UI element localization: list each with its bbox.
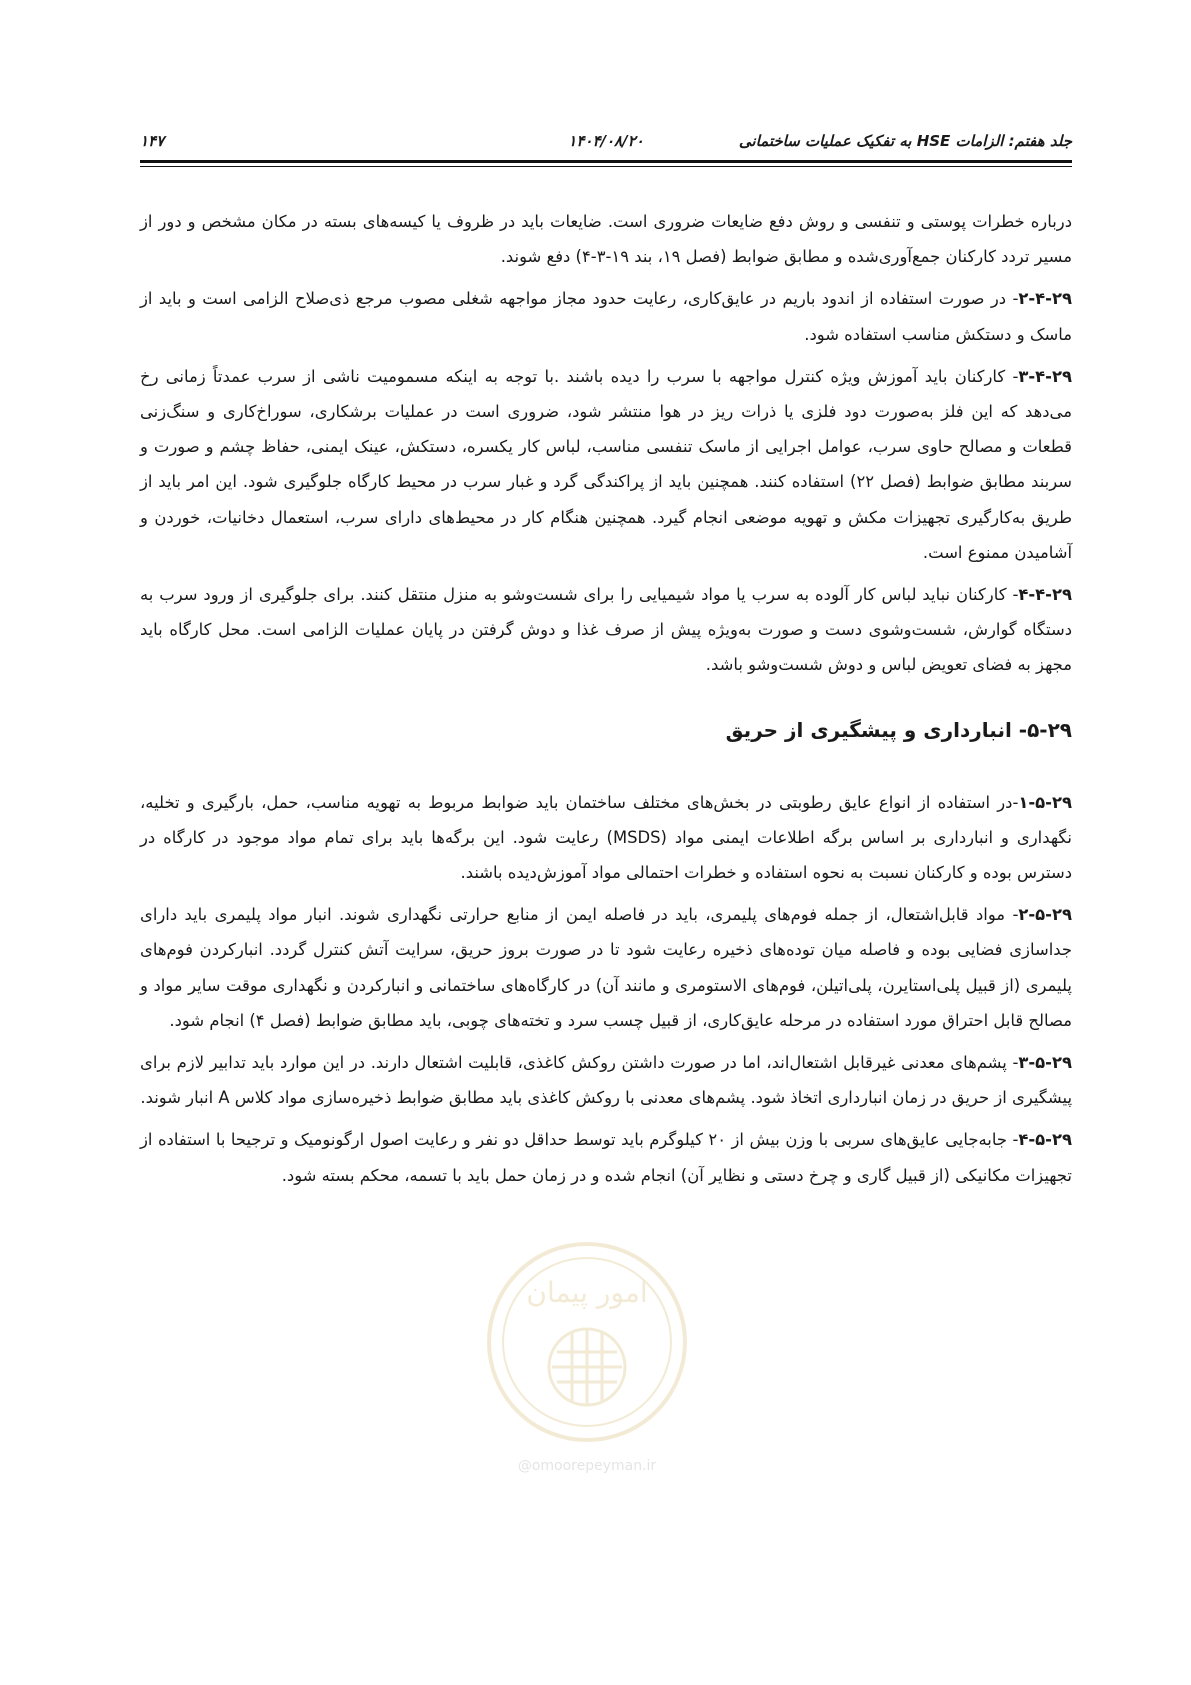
page-header bbox=[140, 128, 1072, 154]
header-title: جلد هفتم: الزامات HSE به تفکیک عملیات ساختمانی bbox=[738, 132, 1072, 150]
paragraph bbox=[140, 204, 1072, 274]
paragraph-text: - کارکنان باید آموزش ویژه کنترل مواجهه با سرب را دیده باشند .با توجه به اینکه مسمومیت ناشی از سرب عمدتاً زمانی رخ می‌دهد که این فلز به‌صورت دود فلزی یا ذرات ریز در هوا منتشر شود، ضروری است در عملیات برشکاری، سوراخ‌کاری و سنگ‌زنی قطعات و مصالح حاوی سرب، عوامل اجرایی از ماسک تنفسی مناسب، لباس کار یکسره، دستکش، عینک ایمنی، حفاظ چشم و صورت و سربند مطابق ضوابط (فصل ۲۲) استفاده کنند. همچنین باید از پراکندگی گرد و غبار سرب در محیط کارگاه جلوگیری شود. این امر باید از طریق به‌کارگیری تجهیزات مکش و تهویه موضعی انجام گیرد. همچنین هنگام کار در محیط‌های دارای سرب، استعمال دخانیات، خوردن و آشامیدن ممنوع است. bbox=[140, 366, 1072, 562]
paragraph bbox=[140, 785, 1072, 891]
header-rule-thick bbox=[140, 160, 1072, 163]
document-body bbox=[140, 204, 1072, 1200]
clause-number: ۳-۵-۲۹ bbox=[1018, 1053, 1072, 1073]
gear-logo-icon bbox=[482, 1232, 692, 1452]
clause-number: ۴-۵-۲۹ bbox=[1018, 1130, 1072, 1150]
paragraph-text: درباره خطرات پوستی و تنفسی و روش دفع ضایعات ضروری است. ضایعات باید در ظروف یا کیسه‌های بسته در مکان مشخص و دور از مسیر تردد کارکنان جمع‌آوری‌شده و مطابق ضوابط (فصل ۱۹، بند ۱۹-۳-۴) دفع شوند. bbox=[140, 212, 1072, 267]
clause-number: ۳-۴-۲۹ bbox=[1018, 366, 1072, 386]
paragraph bbox=[140, 1045, 1072, 1115]
paragraph-text: - در صورت استفاده از اندود باریم در عایق‌کاری، رعایت حدود مجاز مواجهه شغلی مصوب مرجع ذی‌صلاح الزامی است و باید از ماسک و دستکش مناسب استفاده شود. bbox=[140, 289, 1072, 344]
header-date: ۱۴۰۴/۰۸/۲۰ bbox=[568, 132, 644, 150]
paragraph-text: -در استفاده از انواع عایق رطوبتی در بخش‌های مختلف ساختمان باید ضوابط مربوط به تهویه مناسب، حمل، بارگیری و تخلیه، نگهداری و انبارداری بر اساس برگه اطلاعات ایمنی مواد (MSDS) رعایت شود. این برگه‌ها باید برای تمام مواد موجود در کارگاه در دسترس بوده و کارکنان نسبت به نحوه استفاده و خطرات احتمالی مواد آموزش‌دیده باشند. bbox=[140, 792, 1072, 883]
clause-number: ۴-۴-۲۹ bbox=[1018, 585, 1072, 605]
paragraph-text: - پشم‌های معدنی غیرقابل اشتعال‌اند، اما در صورت داشتن روکش کاغذی، قابلیت اشتعال دارند. در این موارد باید تدابیر لازم برای پیشگیری از حریق در زمان انبارداری اتخاذ شود. پشم‌های معدنی با روکش کاغذی باید مطابق ضوابط ذخیره‌سازی مواد کلاس A انبار شوند. bbox=[140, 1053, 1072, 1108]
paragraph-text: - مواد قابل‌اشتعال، از جمله فوم‌های پلیمری، باید در فاصله ایمن از منابع حرارتی نگهداری شوند. انبار مواد پلیمری باید دارای جداسازی فضایی بوده و فاصله میان توده‌های ذخیره رعایت شود تا در صورت بروز حریق، سرایت آتش کنترل گردد. انبارکردن فوم‌های پلیمری (از قبیل پلی‌استایرن، پلی‌اتیلن، فوم‌های الاستومری و مانند آن) در کارگاه‌های ساختمانی و انبارکردن و نگهداری موقت سایر مواد و مصالح قابل احتراق مورد استفاده در مرحله عایق‌کاری، از قبیل چسب سرد و تخته‌های چوبی، باید مطابق ضوابط (فصل ۴) انجام شود. bbox=[140, 905, 1072, 1030]
section-heading: ۵-۲۹- انبارداری و پیشگیری از حریق bbox=[725, 717, 1072, 742]
watermark-logo bbox=[482, 1232, 692, 1487]
paragraph bbox=[140, 359, 1072, 570]
paragraph bbox=[140, 577, 1072, 683]
clause-number: ۲-۵-۲۹ bbox=[1018, 905, 1072, 925]
clause-number: ۱-۵-۲۹ bbox=[1018, 792, 1072, 812]
page-number: ۱۴۷ bbox=[140, 132, 165, 150]
paragraph bbox=[140, 1122, 1072, 1192]
watermark-logo-text: امور پیمان bbox=[526, 1276, 648, 1309]
watermark-site: @omoorepeyman.ir bbox=[517, 1458, 657, 1474]
header-rule-thin bbox=[140, 166, 1072, 167]
paragraph-text: - کارکنان نباید لباس کار آلوده به سرب یا مواد شیمیایی را برای شست‌وشو به منزل منتقل کنند. برای جلوگیری از ورود سرب به دستگاه گوارش، شست‌وشوی دست و صورت به‌ویژه پیش از صرف غذا و دوش گرفتن در پایان عملیات الزامی است. محل کارگاه باید مجهز به فضای تعویض لباس و دوش شست‌وشو باشد. bbox=[140, 585, 1072, 675]
paragraph bbox=[140, 897, 1072, 1038]
paragraph-text: - جابه‌جایی عایق‌های سربی با وزن بیش از ۲۰ کیلوگرم باید توسط حداقل دو نفر و رعایت اصول ارگونومیک و ترجیحا با استفاده از تجهیزات مکانیکی (از قبیل گاری و چرخ دستی و نظایر آن) انجام شده و در زمان حمل باید با تسمه، محکم بسته شود. bbox=[140, 1130, 1072, 1185]
paragraph bbox=[140, 281, 1072, 351]
clause-number: ۲-۴-۲۹ bbox=[1018, 289, 1072, 309]
